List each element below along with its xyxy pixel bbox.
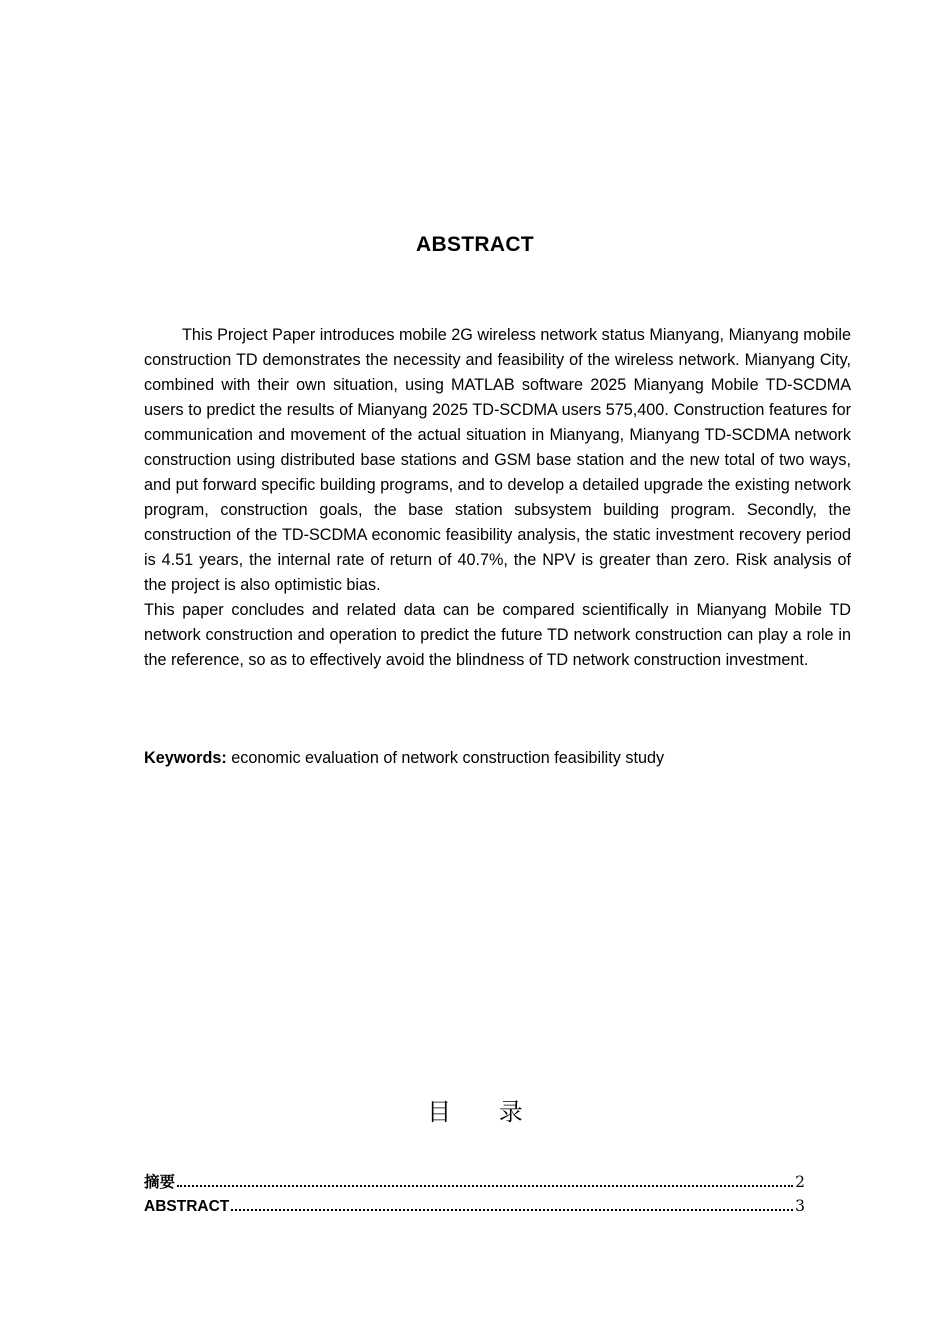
table-of-contents: [144, 1170, 805, 1218]
toc-entry[interactable]: [144, 1170, 805, 1194]
toc-title: 目 录: [427, 1098, 523, 1126]
abstract-paragraph: This Project Paper introduces mobile 2G wireless network status Mianyang, Mianyang mobile construction TD demonstrates the necessity and feasibility of the wireless network. Mianyang City, combined with their own situation, using MATLAB software 2025 Mianyang Mobile TD-SCDMA users to predict the results of Mianyang 2025 TD-SCDMA users 575,400. Construction features for communication and movement of the actual situation in Mianyang, Mianyang TD-SCDMA network construction using distributed base stations and GSM base station and the new total of two ways, and put forward specific building programs, and to develop a detailed upgrade the existing network program, construction goals, the base station subsystem building program. Secondly, the construction of the TD-SCDMA economic feasibility analysis, the static investment recovery period is 4.51 years, the internal rate of return of 40.7%, the NPV is greater than zero. Risk analysis of the project is also optimistic bias.: [144, 326, 851, 594]
keywords-text: economic evaluation of network construction feasibility study: [226, 749, 665, 767]
toc-dot-leader: [231, 1209, 793, 1211]
abstract-title: ABSTRACT: [416, 233, 534, 256]
keywords-line: [144, 746, 851, 771]
toc-entry-label: ABSTRACT: [144, 1198, 230, 1215]
toc-entry-label: 摘要: [144, 1174, 176, 1191]
toc-entry-page: 2: [795, 1173, 805, 1191]
abstract-paragraph: This paper concludes and related data can be compared scientifically in Mianyang Mobile TD network construction and operation to predict the future TD network construction can play a role in the reference, so as to effectively avoid the blindness of TD network construction investment.: [144, 601, 851, 669]
toc-entry[interactable]: [144, 1194, 805, 1218]
toc-dot-leader: [177, 1185, 793, 1187]
toc-entry-page: 3: [795, 1197, 805, 1215]
keywords-label: Keywords:: [144, 749, 227, 767]
abstract-body: [144, 323, 851, 673]
